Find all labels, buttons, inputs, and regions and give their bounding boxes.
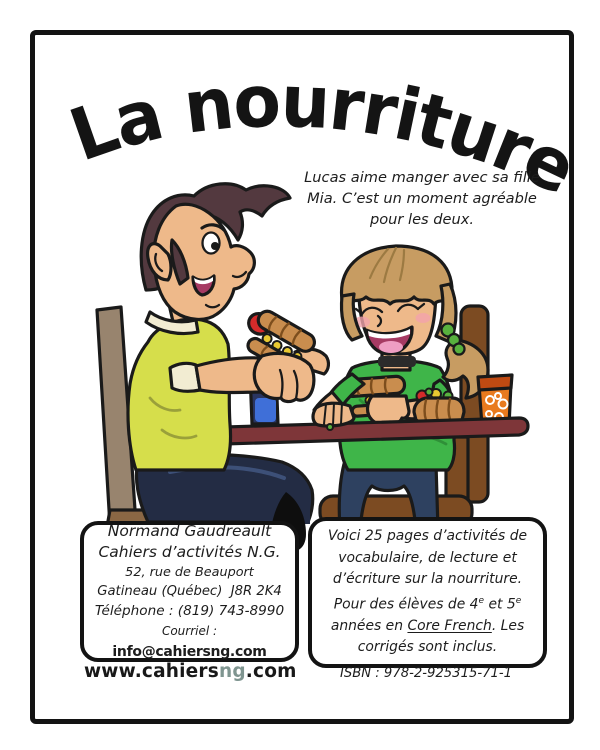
isbn-text: ISBN : 978-2-925315-71-1 — [339, 666, 513, 681]
website-ng-accent: ng — [218, 661, 246, 682]
contact-name: Normand Gaudreault — [107, 521, 272, 540]
lucas-fist — [254, 353, 314, 401]
intro-caption — [281, 167, 563, 230]
intro-line-1: Lucas aime manger avec sa fille — [304, 169, 540, 186]
contact-email-line — [84, 621, 295, 663]
superscript-e: e — [478, 595, 485, 606]
email-label: Courriel : — [161, 623, 218, 638]
email-address: info@cahiersng.com — [112, 643, 267, 660]
program-text: années en — [330, 617, 408, 634]
contact-box — [80, 521, 299, 662]
website-suffix: .com — [245, 661, 297, 682]
intro-line-2: Mia. C’est un moment agréable — [307, 190, 537, 207]
description-line-2: vocabulaire, de lecture et — [338, 549, 517, 566]
contact-address-2: Gatineau (Québec) J8R 2K4 — [97, 583, 282, 599]
description-line-3: d’écriture sur la nourriture. — [332, 571, 523, 588]
description-line-1: Voici 25 pages d’activités de — [327, 528, 528, 545]
contact-address-1: 52, rue de Beauport — [125, 564, 254, 580]
description-line-4 — [312, 591, 543, 616]
website-prefix: www.cahiers — [84, 661, 219, 682]
core-french-underlined: Core French — [407, 617, 492, 634]
website-text — [84, 661, 297, 682]
intro-line-3: pour les deux. — [369, 211, 475, 228]
grade-text: Pour des élèves de 4 — [333, 596, 479, 613]
superscript-e-2: e — [515, 595, 522, 606]
contact-company: Cahiers d’activités N.G. — [98, 542, 281, 561]
grade-text-2: et 5 — [484, 596, 516, 613]
contact-phone: Téléphone : (819) 743-8990 — [94, 602, 285, 619]
description-line-5 — [312, 616, 543, 637]
lucas-figure — [128, 184, 328, 550]
page-title-text: La nourriture — [59, 58, 589, 212]
description-box — [308, 517, 547, 668]
description-line-6: corrigés sont inclus. — [357, 639, 498, 656]
program-text-2: . Les — [491, 617, 525, 634]
